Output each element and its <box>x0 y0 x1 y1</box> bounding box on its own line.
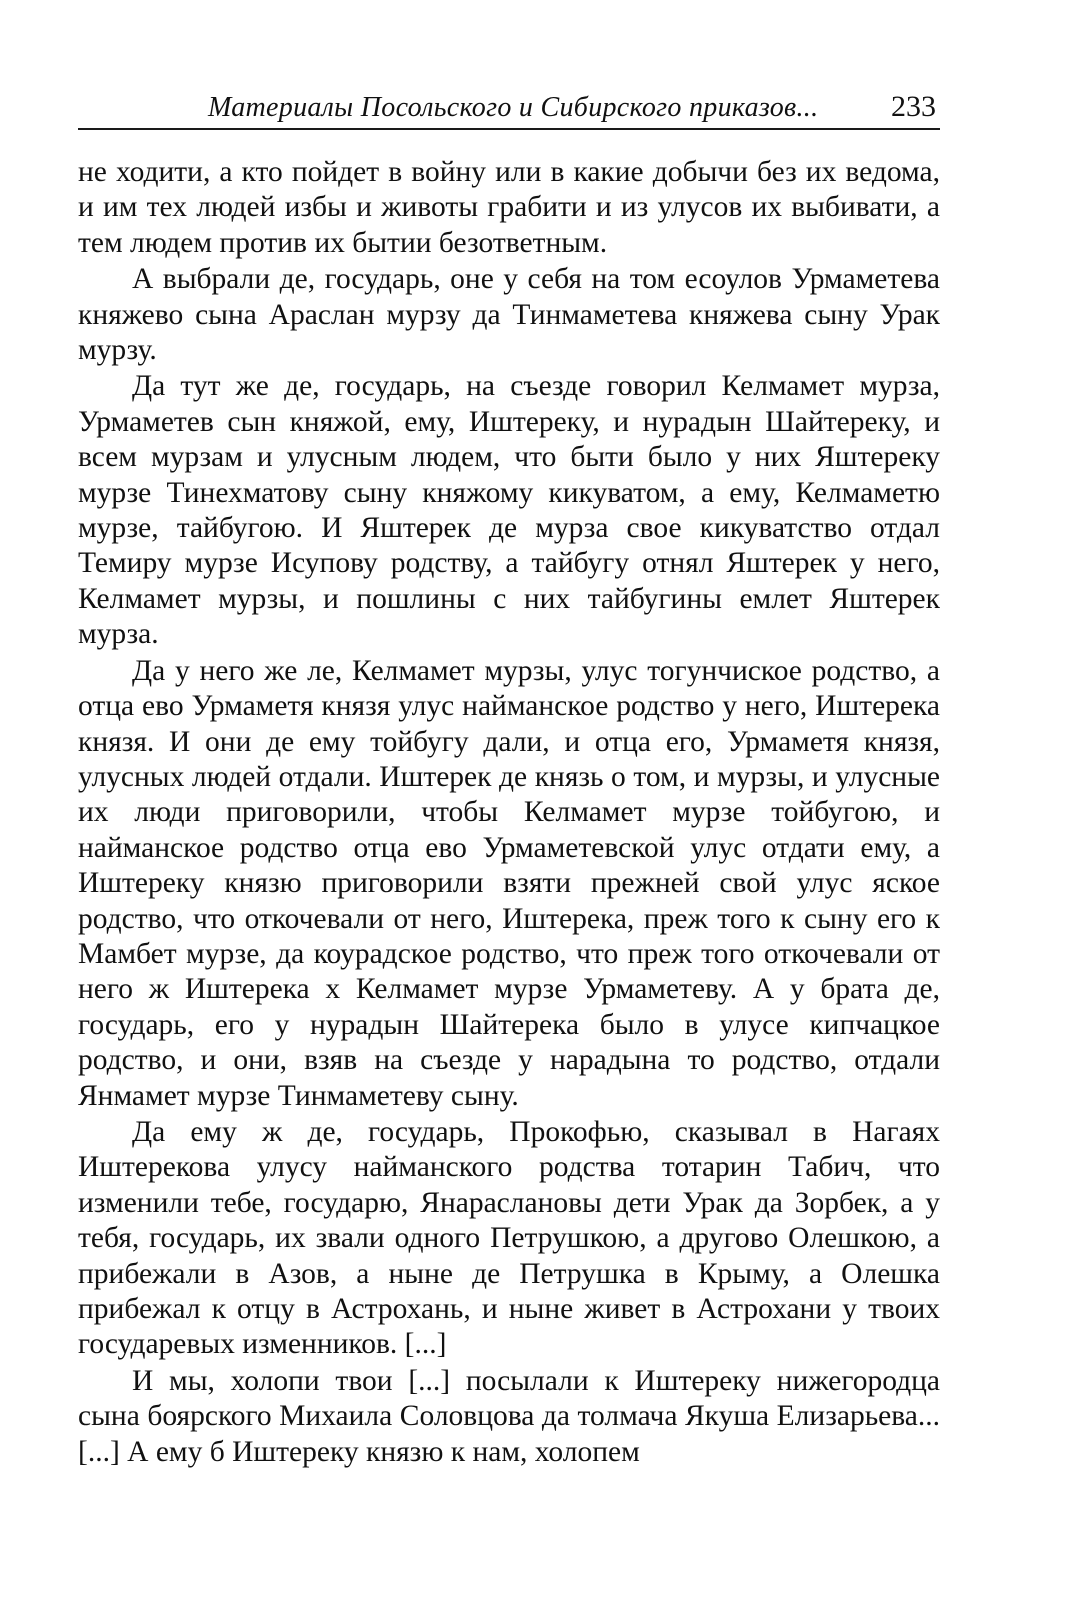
paragraph: Да ему ж де, государь, Прокофью, сказывал в Нагаях Иштерекова улусу найманского родства тотарин Табич, что изменили тебе, государю, Янараслановы дети Урак да Зорбек, а у тебя, государь, их звали одного Петрушкою, а другово Олешкою, а прибежали в Азов, а ныне де Петрушка в Крыму, а Олешка прибежал к отцу в Астрохань, и ныне живет в Астрохани у твоих государевых изменников. [...] <box>78 1115 940 1361</box>
page-number: 233 <box>891 90 936 123</box>
paragraph: А выбрали де, государь, оне у себя на том есоулов Урмаметева княжево сына Араслан мурзу да Тинмаметева княжева сыну Урак мурзу. <box>78 263 940 367</box>
paragraph: Да тут же де, государь, на съезде говорил Келмамет мурза, Урмаметев сын княжой, ему, Иштереку, и нурадын Шайтереку, и всем мурзам и улусным людем, что быти было у них Яштереку мурзе Тинехматову сыну княжому кикуватом, а ему, Келмаметю мурзе, тайбугою. И Яштерек де мурза свое кикуватство отдал Темиру мурзе Исупову родству, а тайбугу отнял Яштерек у него, Келмамет мурзы, и пошлины с них тайбугины емлет Яштерек мурза. <box>78 370 940 651</box>
paragraph: не ходити, а кто пойдет в войну или в какие добычи без их ведома, и им тех людей избы и животы грабити и из улусов их выбивати, а тем людем против их бытии безответным. <box>78 156 940 259</box>
paragraph: Да у него же ле, Келмамет мурзы, улус тогунчиское родство, а отца ево Урмаметя князя улус найманское родство у него, Иштерека князя. И они де ему тойбугу дали, и отца его, Урмаметя князя, улусных людей отдали. Иштерек де князь о том, и мурзы, и улусные их люди приговорили, чтобы Келмамет мурзе тойбугою, и найманское родство отца ево Урмаметевской улус отдати ему, а Иштереку князю приговорили взяти прежней свой улус яское родство, что откочевали от него, Иштерека, преж того к сыну его к Мамбет мурзе, да коурадское родство, что преж того откочевали от него ж Иштерека х Келмамет мурзе Урмаметеву. А у брата де, государь, его у нурадын Шайтерека было в улусе кипчацкое родство, и они, взяв на съезде у нарадына то родство, отдали Янмамет мурзе Тинмаметеву сыну. <box>78 654 940 1112</box>
running-header <box>78 88 940 130</box>
running-title: Материалы Посольского и Сибирского приказов... <box>208 92 819 123</box>
paragraph: И мы, холопи твои [...] посылали к Иштереку нижегородца сына боярского Михаила Соловцова да толмача Якуша Елизарьева... [...] А ему б Иштереку князю к нам, холопем <box>78 1364 940 1468</box>
body-text <box>78 155 940 1470</box>
